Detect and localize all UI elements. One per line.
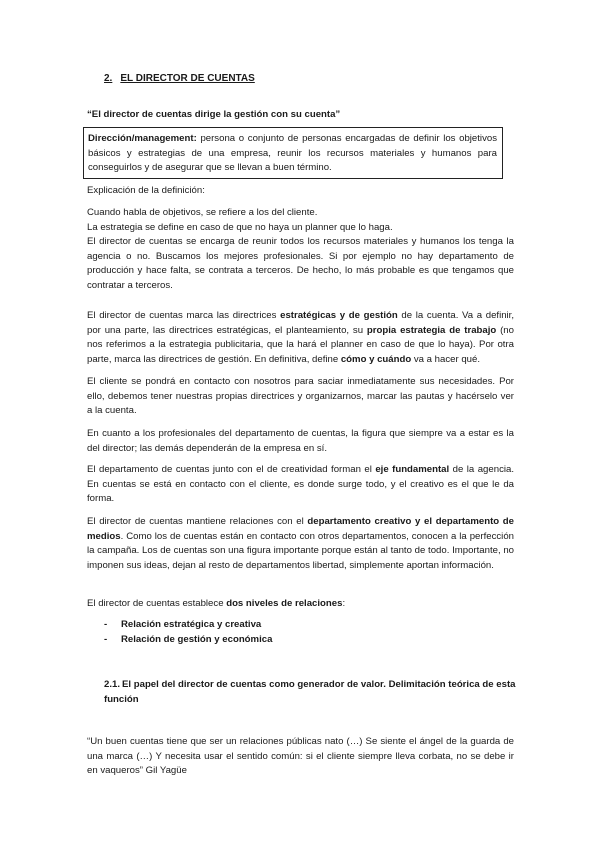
list-item-text: Relación de gestión y económica [121,633,273,645]
section-quote: “El director de cuentas dirige la gestión con su cuenta” [87,109,341,120]
definition-text: persona o conjunto de personas encargadas de definir los objetivos básicos y estrategias de una empresa, reunir los recursos materiales y humanos para conseguirlos y de asegurar que se llevan a buen término. [88,133,497,174]
bold-text: dos niveles de relaciones [226,598,343,609]
section-number: 2. [104,73,113,84]
bold-text: propia estrategia de trabajo [366,324,497,336]
list-item [104,618,272,633]
paragraph-text: El director de cuentas establece [87,598,227,609]
quote-text: “Un buen cuentas tiene que ser un relaciones públicas nato (…) Se siente el ángel de la guarda de una marca (…) Y necesita usar el sentido común: si el cliente siempre lleva corbata, no se debe ir en vaqueros” [87,736,514,777]
paragraph-objectives [87,206,514,294]
bold-text: estratégicas y de gestión [280,310,398,321]
bold-text: eje fundamental [375,464,450,475]
closing-quote [87,735,514,779]
paragraph-relaciones [87,515,514,573]
paragraph-text: El departamento de cuentas junto con el de creatividad forman el [87,464,376,475]
paragraph-line: La estrategia se define en caso de que no haya un planner que lo haga. [87,221,393,233]
paragraph-text: (no nos referimos a la estrategia publicitaria, que la hará el planner en caso de que lo haya). Por otra parte, marca las directrices de gestión. En definitiva, define [87,324,514,365]
definition-term: Dirección/management: [88,133,197,144]
explanation-label: Explicación de la definición: [87,185,205,196]
paragraph-cliente: El cliente se pondrá en contacto con nosotros para saciar inmediatamente sus necesidades. Por ello, debemos tener nuestras propias directrices y organizarnos, marcar las pautas y hacérselo ver a la cuenta. [87,376,514,417]
bold-text: departamento creativo y el departamento de medios [87,516,515,542]
definition-box [83,127,503,179]
subsection-heading [104,678,516,707]
paragraph-text: de la agencia. En cuentas se está en contacto con el cliente, es donde surge todo, y el creativo es el que le da forma. [87,464,514,505]
paragraph-text: va a hacer qué. [411,353,481,365]
subsection-title: El papel del director de cuentas como generador de valor. Delimitación teórica de esta función [104,679,516,705]
paragraph-text: El director de cuentas marca las directrices [87,310,281,321]
list-item [104,633,272,648]
section-heading [104,72,255,87]
list-item-text: Relación estratégica y creativa [121,619,262,630]
subsection-number: 2.1. [104,679,121,690]
paragraph-text: : [342,598,346,609]
paragraph-directrices [87,309,514,367]
paragraph-text: El director de cuentas mantiene relaciones con el [87,516,308,527]
paragraph-eje [87,463,514,507]
section-title: EL DIRECTOR DE CUENTAS [120,73,255,84]
bullet-dash: - [104,619,108,630]
quote-author: Gil Yagüe [143,765,187,777]
bullet-dash: - [104,633,108,645]
paragraph-line: El director de cuentas se encarga de reunir todos los recursos materiales y humanos los tenga la agencia o no. Buscamos los mejores profesionales. Si por ejemplo no hay departamento de producción y hace falta, se contrata a terceros. De hecho, lo más probable es que tengamos que contratar a terceros. [87,236,514,291]
paragraph-profesionales: En cuanto a los profesionales del departamento de cuentas, la figura que siempre va a estar es la del director; las demás dependerán de la empresa en sí. [87,428,514,454]
paragraph-niveles [87,597,514,612]
paragraph-text: de la cuenta. Va a definir, por una parte, las directrices estratégicas, el planteamiento, su [87,310,515,336]
paragraph-text: . Como los de cuentas están en contacto con otros departamentos, conocen a la perfección la campaña. Los de cuentas son una figura importante porque están al tanto de todo. Importante, no imponen sus ideas, dejan al resto de departamentos libertad, simplemente aportan información. [87,530,514,571]
relation-levels-list [104,618,272,647]
bold-text: cómo y cuándo [340,353,412,365]
paragraph-line: Cuando habla de objetivos, se refiere a los del cliente. [87,207,318,218]
